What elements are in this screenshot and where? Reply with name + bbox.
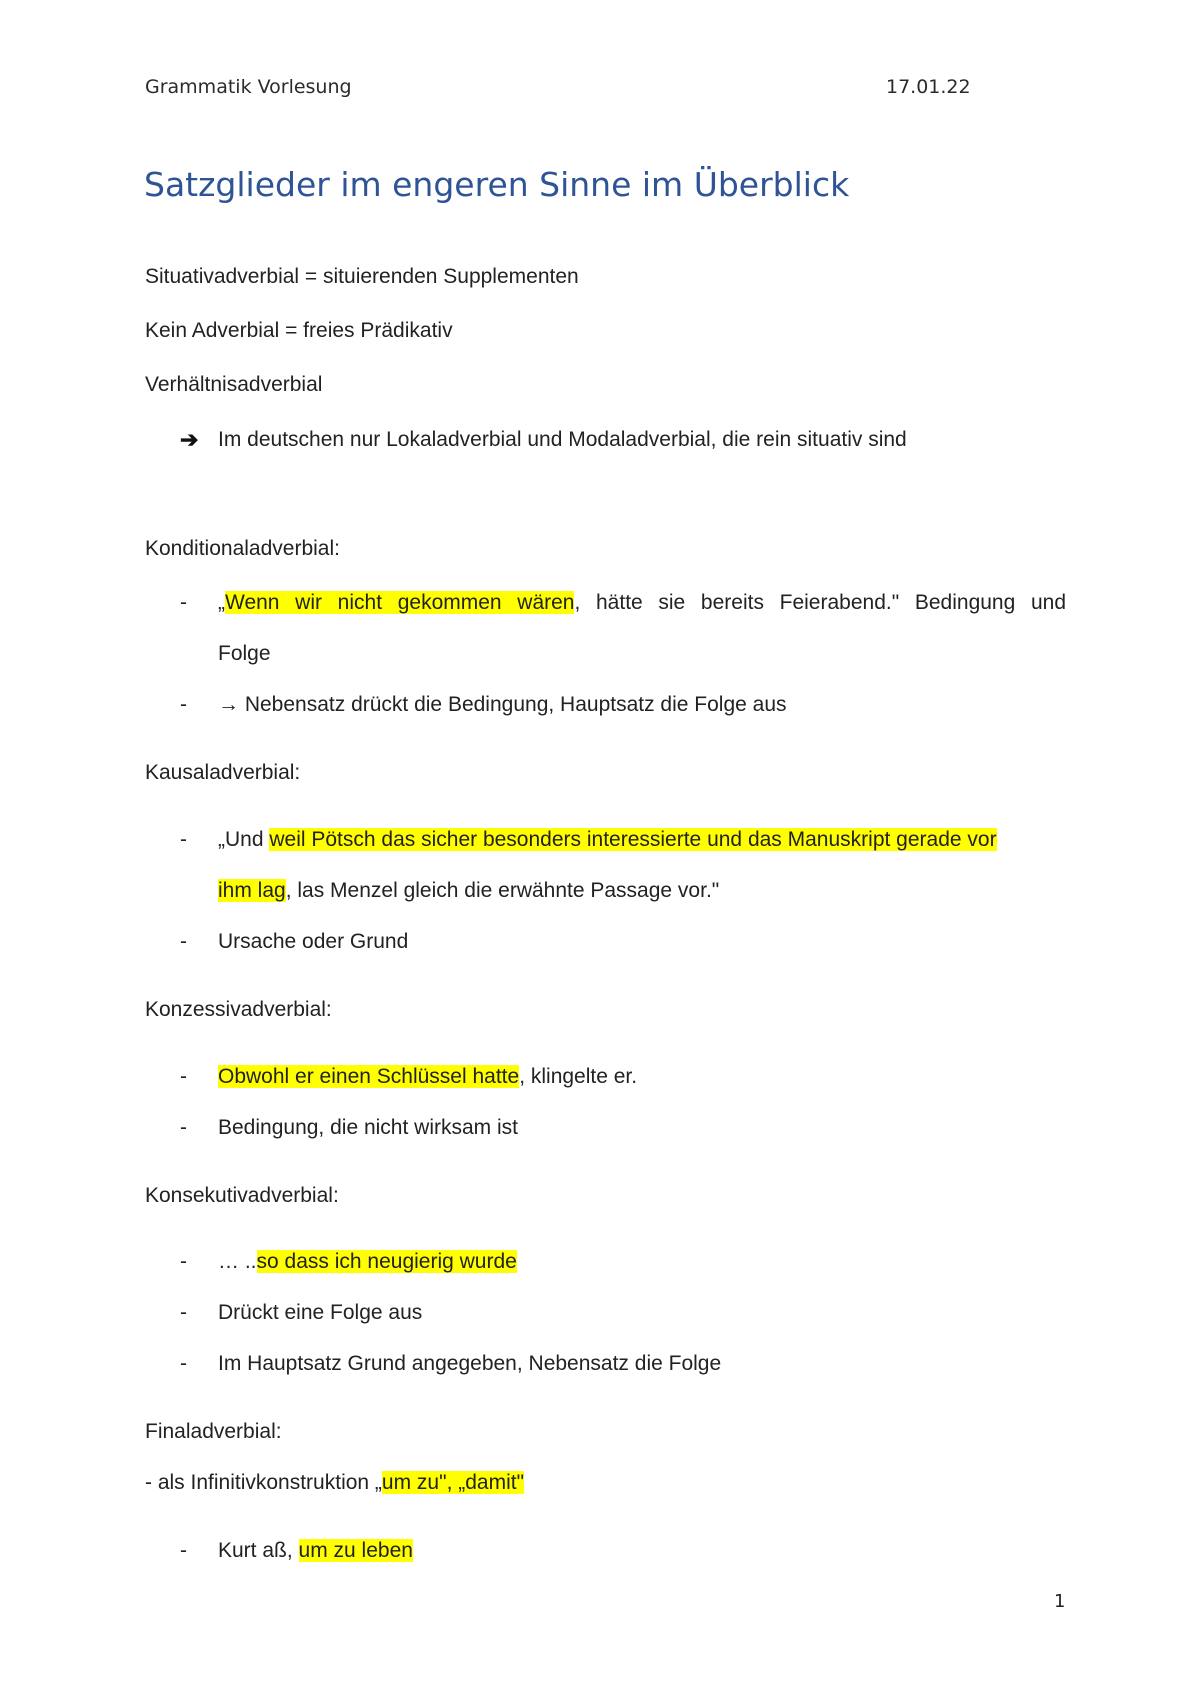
line-pre: - als Infinitivkonstruktion „ bbox=[145, 1471, 382, 1494]
kein-adverbial-line: Kein Adverbial = freies Prädikativ bbox=[145, 319, 453, 342]
konzessiv-heading: Konzessivadverbial: bbox=[145, 998, 332, 1021]
page-number: 1 bbox=[1054, 1591, 1066, 1612]
arrow-note: Im deutschen nur Lokaladverbial und Modaladverbial, die rein situativ sind bbox=[218, 428, 907, 451]
header-course: Grammatik Vorlesung bbox=[145, 76, 352, 98]
situativ-line: Situativadverbial = situierenden Supplementen bbox=[145, 265, 579, 288]
bullet-dash: - bbox=[180, 1301, 187, 1324]
konditional-example-cont: Folge bbox=[218, 642, 271, 665]
konditional-note bbox=[218, 692, 787, 718]
highlight: so dass ich neugierig wurde bbox=[256, 1250, 517, 1273]
example-rest: , klingelte er. bbox=[519, 1065, 638, 1088]
note-text: Nebensatz drückt die Bedingung, Hauptsatz die Folge aus bbox=[239, 693, 787, 716]
example-pre: Kurt aß, bbox=[218, 1539, 299, 1562]
bullet-dash: - bbox=[180, 1539, 187, 1562]
bullet-dash: - bbox=[180, 828, 187, 851]
bullet-dash: - bbox=[180, 1116, 187, 1139]
konsekutiv-example bbox=[218, 1249, 517, 1275]
highlight: weil Pötsch das sicher besonders interessierte und das Manuskript gerade vor bbox=[269, 828, 997, 851]
final-heading: Finaladverbial: bbox=[145, 1420, 282, 1443]
highlight: um zu", „damit" bbox=[381, 1471, 525, 1494]
kausal-example bbox=[218, 827, 997, 853]
arrow-right-icon: → bbox=[218, 693, 239, 716]
example-pre: „Und bbox=[218, 828, 270, 851]
bullet-dash: - bbox=[180, 1250, 187, 1273]
bullet-dash: - bbox=[180, 930, 187, 953]
arrow-icon: ➔ bbox=[180, 427, 199, 452]
konditional-heading: Konditionaladverbial: bbox=[145, 537, 340, 560]
konsekutiv-note-1: Drückt eine Folge aus bbox=[218, 1301, 423, 1324]
quote-mark: „ bbox=[218, 591, 225, 614]
konditional-example bbox=[218, 590, 1066, 616]
example-rest: , hätte sie bereits Feierabend." Bedingung und bbox=[574, 591, 1067, 614]
page-title: Satzglieder im engeren Sinne im Überblick bbox=[144, 165, 850, 204]
konsekutiv-heading: Konsekutivadverbial: bbox=[145, 1184, 339, 1207]
example-rest: , las Menzel gleich die erwähnte Passage vor." bbox=[285, 879, 720, 902]
highlight: ihm lag bbox=[218, 879, 286, 902]
bullet-dash: - bbox=[180, 1352, 187, 1375]
verhaeltnis-line: Verhältnisadverbial bbox=[145, 373, 323, 396]
konsekutiv-note-2: Im Hauptsatz Grund angegeben, Nebensatz die Folge bbox=[218, 1352, 722, 1375]
final-example bbox=[218, 1538, 413, 1564]
kausal-note: Ursache oder Grund bbox=[218, 930, 409, 953]
kausal-heading: Kausaladverbial: bbox=[145, 761, 301, 784]
final-infinitive-line bbox=[145, 1470, 524, 1496]
highlight: Wenn wir nicht gekommen wären bbox=[225, 591, 575, 614]
example-pre: … .. bbox=[218, 1250, 257, 1273]
konzessiv-note: Bedingung, die nicht wirksam ist bbox=[218, 1116, 518, 1139]
bullet-dash: - bbox=[180, 591, 187, 614]
bullet-dash: - bbox=[180, 1065, 187, 1088]
highlight: um zu leben bbox=[298, 1539, 413, 1562]
bullet-dash: - bbox=[180, 693, 187, 716]
kausal-example-cont bbox=[218, 878, 719, 904]
header-date: 17.01.22 bbox=[886, 76, 971, 98]
konzessiv-example bbox=[218, 1064, 637, 1090]
highlight: Obwohl er einen Schlüssel hatte bbox=[218, 1065, 520, 1088]
